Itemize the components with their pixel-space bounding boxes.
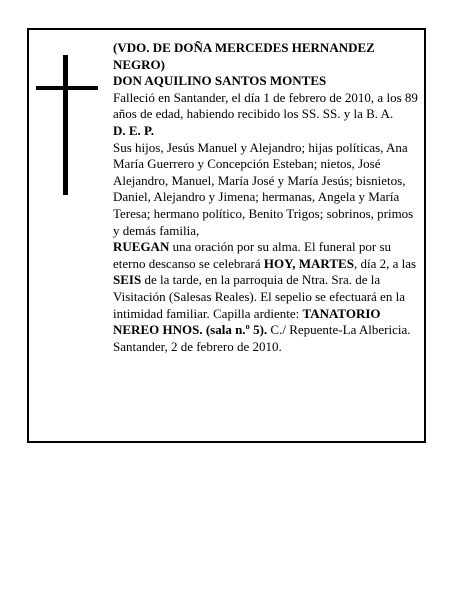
tanatorio-address: C./ Repuente-La Albericia. (267, 322, 411, 338)
funeral-place-text: de la tarde, en la parroquia de Ntra. Sra. de la Visitación (Salesas Reales). El sepelio se efectuará en la intimidad familiar. Capilla ardiente: (113, 272, 405, 321)
ruegan-word: RUEGAN (113, 239, 170, 255)
death-statement: Falleció en Santander, el día 1 de febrero de 2010, a los 89 años de edad, habiendo recibido los SS. SS. y la B. A. (113, 89, 418, 122)
family-list: Sus hijos, Jesús Manuel y Alejandro; hijas políticas, Ana María Guerrero y Concepción Esteban; nietos, José Alejandro, Manuel, María José y María Jesús; bisnietos, Daniel, Alejandro y Jimena; hermanas, Angela y María Teresa; hermano político, Benito Trigos; sobrinos, primos y demás familia, (113, 139, 414, 238)
obituary-text (113, 40, 420, 355)
funeral-date-text: , día 2, a las (353, 255, 417, 271)
widow-line: (VDO. DE DOÑA MERCEDES HERNANDEZ NEGRO) (113, 40, 375, 72)
funeral-paragraph (113, 239, 420, 339)
place-date: Santander, 2 de febrero de 2010. (113, 338, 282, 354)
funeral-day: HOY, MARTES (263, 255, 354, 271)
dep-line: D. E. P. (113, 122, 155, 138)
cross-vertical-bar (63, 55, 68, 195)
deceased-name: DON AQUILINO SANTOS MONTES (113, 73, 327, 89)
cross-horizontal-bar (36, 86, 98, 90)
funeral-hour: SEIS (113, 272, 142, 288)
cross-icon (36, 55, 98, 195)
tanatorio-name: TANATORIO NEREO HNOS. (sala n.º 5). (113, 305, 381, 338)
ruegan-rest: una oración por su alma. El funeral por su eterno descanso se celebrará (113, 239, 391, 271)
